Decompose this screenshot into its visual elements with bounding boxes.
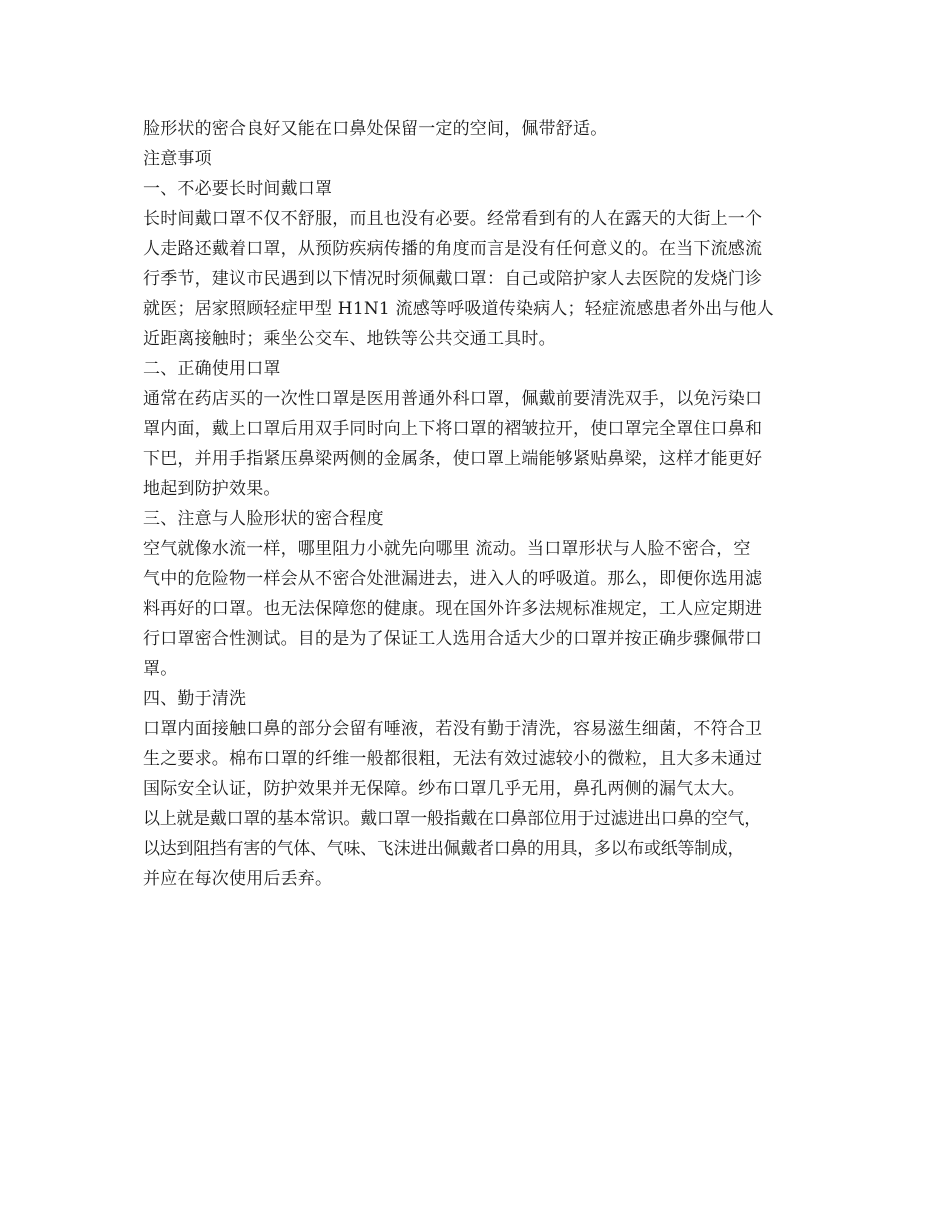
text-line: 就医；居家照顾轻症甲型 H1N1 流感等呼吸道传染病人；轻症流感患者外出与他人 xyxy=(143,299,774,319)
section-heading: 三、注意与人脸形状的密合程度 xyxy=(143,509,384,529)
text-line: 行口罩密合性测试。目的是为了保证工人选用合适大少的口罩并按正确步骤佩带口 xyxy=(143,629,763,649)
text-line: 气中的危险物一样会从不密合处泄漏进去，进入人的呼吸道。那么，即便你选用滤 xyxy=(143,569,763,589)
text-line: 长时间戴口罩不仅不舒服，而且也没有必要。经常看到有的人在露天的大街上一个 xyxy=(143,209,763,229)
text-line: 下巴，并用手指紧压鼻梁两侧的金属条，使口罩上端能够紧贴鼻梁，这样才能更好 xyxy=(143,449,763,469)
section-heading: 一、不必要长时间戴口罩 xyxy=(143,179,333,199)
text-line: 行季节，建议市民遇到以下情况时须佩戴口罩：自己或陪护家人去医院的发烧门诊 xyxy=(143,269,763,289)
text-line: 国际安全认证，防护效果并无保障。纱布口罩几乎无用，鼻孔两侧的漏气太大。 xyxy=(143,779,745,799)
text-line: 人走路还戴着口罩，从预防疾病传播的角度而言是没有任何意义的。在当下流感流 xyxy=(143,239,763,259)
section-heading: 注意事项 xyxy=(143,149,212,169)
text-line: 料再好的口罩。也无法保障您的健康。现在国外许多法规标准规定，工人应定期进 xyxy=(143,599,763,619)
text-line: 地起到防护效果。 xyxy=(143,479,281,499)
text-line: 生之要求。棉布口罩的纤维一般都很粗，无法有效过滤较小的微粒，且大多未通过 xyxy=(143,749,763,769)
section-heading: 四、勤于清洗 xyxy=(143,689,247,709)
text-line: 空气就像水流一样，哪里阻力小就先向哪里 流动。当口罩形状与人脸不密合，空 xyxy=(143,539,751,559)
section-heading: 二、正确使用口罩 xyxy=(143,359,281,379)
text-line: 口罩内面接触口鼻的部分会留有唾液，若没有勤于清洗，容易滋生细菌，不符合卫 xyxy=(143,719,763,739)
document-body xyxy=(143,114,823,894)
text-line: 通常在药店买的一次性口罩是医用普通外科口罩，佩戴前要清洗双手，以免污染口 xyxy=(143,389,763,409)
text-line: 罩内面，戴上口罩后用双手同时向上下将口罩的褶皱拉开，使口罩完全罩住口鼻和 xyxy=(143,419,763,439)
text-line: 并应在每次使用后丢弃。 xyxy=(143,869,333,889)
text-line: 以上就是戴口罩的基本常识。戴口罩一般指戴在口鼻部位用于过滤进出口鼻的空气， xyxy=(143,809,761,829)
text-line: 近距离接触时；乘坐公交车、地铁等公共交通工具时。 xyxy=(143,329,556,349)
text-line: 脸形状的密合良好又能在口鼻处保留一定的空间，佩带舒适。 xyxy=(143,119,608,139)
text-line: 以达到阻挡有害的气体、气味、飞沫进出佩戴者口鼻的用具，多以布或纸等制成， xyxy=(143,839,745,859)
text-line: 罩。 xyxy=(143,659,178,679)
